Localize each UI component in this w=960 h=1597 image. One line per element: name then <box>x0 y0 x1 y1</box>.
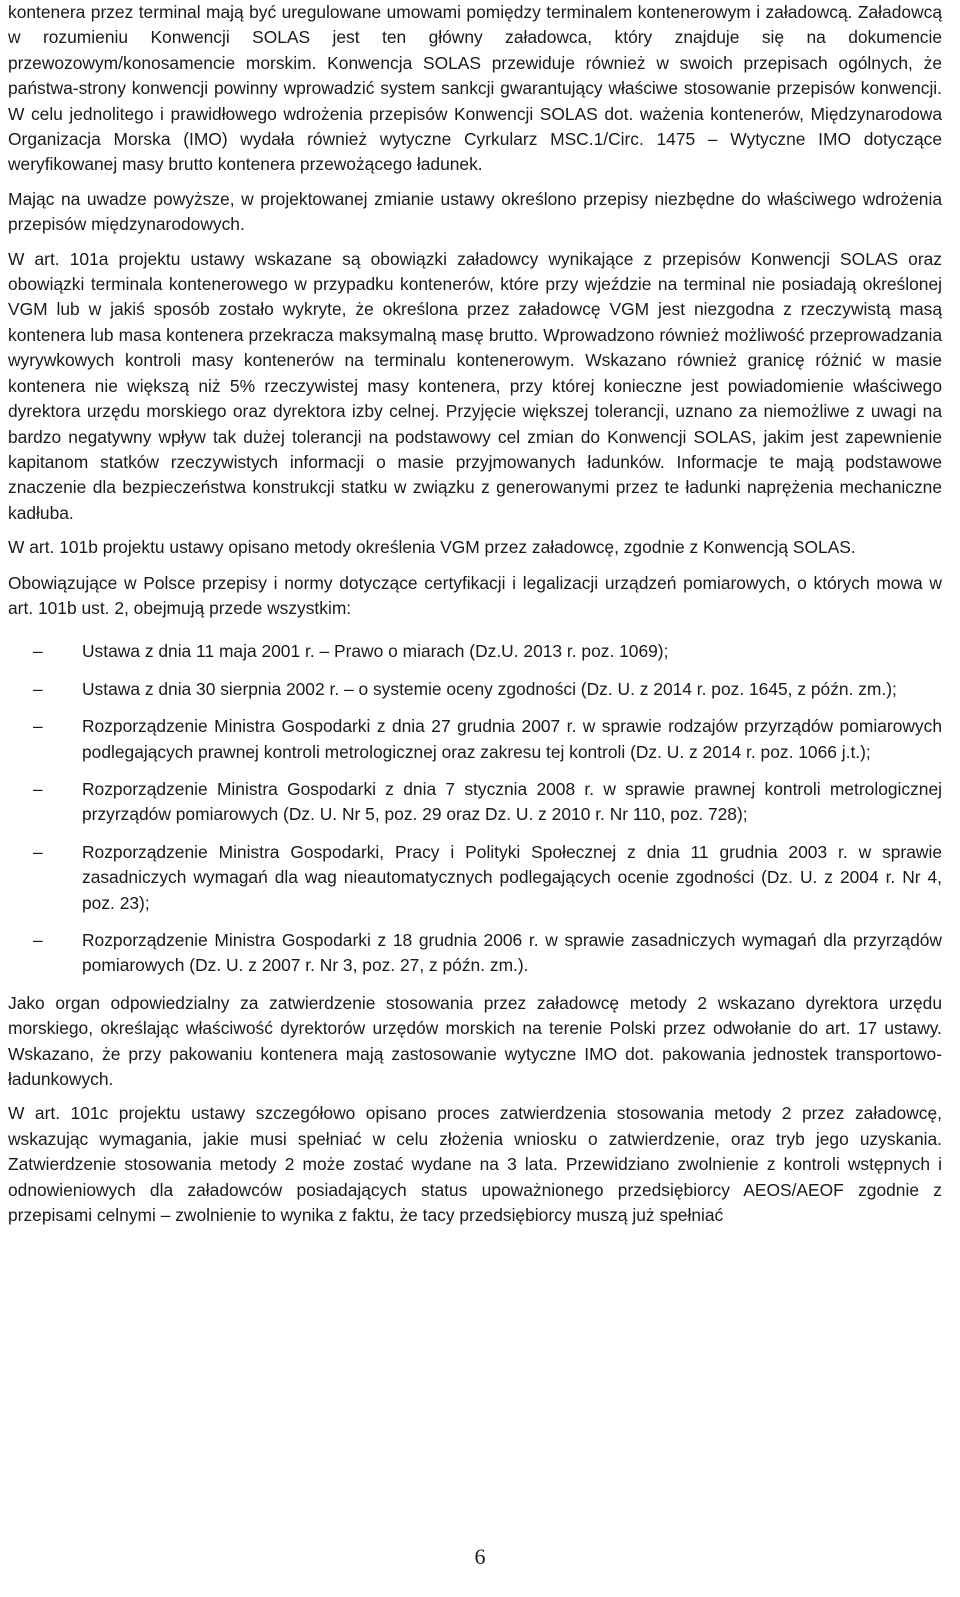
regulations-list <box>8 639 942 978</box>
list-item-text: Rozporządzenie Ministra Gospodarki z 18 grudnia 2006 r. w sprawie zasadniczych wymagań dla przyrządów pomiarowych (Dz. U. z 2007 r. Nr 3, poz. 27, z późn. zm.). <box>82 930 942 976</box>
paragraph-summary: Mając na uwadze powyższe, w projektowanej zmianie ustawy określono przepisy niezbędne do właściwego wdrożenia przepisów międzynarodowych. <box>8 188 942 235</box>
list-item <box>8 677 942 702</box>
list-item <box>8 714 942 765</box>
paragraph-art-101b: W art. 101b projektu ustawy opisano metody określenia VGM przez załadowcę, zgodnie z Konwencją SOLAS. <box>8 537 856 558</box>
list-item <box>8 840 942 916</box>
list-item-text: Ustawa z dnia 11 maja 2001 r. – Prawo o miarach (Dz.U. 2013 r. poz. 1069); <box>82 641 669 662</box>
list-item-text: Rozporządzenie Ministra Gospodarki z dnia 7 stycznia 2008 r. w sprawie prawnej kontroli metrologicznej przyrządów pomiarowych (Dz. U. Nr 5, poz. 29 oraz Dz. U. z 2010 r. Nr 110, poz. 728); <box>82 778 942 825</box>
dash-bullet: – <box>33 930 43 950</box>
list-item <box>8 928 942 979</box>
dash-bullet: – <box>33 678 43 699</box>
dash-bullet: – <box>33 778 43 799</box>
page-number: 6 <box>474 1544 486 1569</box>
dash-bullet: – <box>33 841 43 862</box>
list-item <box>8 639 942 664</box>
paragraph-solas-intro: kontenera przez terminal mają być uregulowane umowami pomiędzy terminalem kontenerowym i załadowcą. Załadowcą w rozumieniu Konwencji SOLAS jest ten główny załadowca, który znajduje się na dokumencie przewozowym/konosamencie morskim. Konwencja SOLAS przewiduje również w swoich przepisach ogólnych, że państwa-strony konwencji powinny wprowadzić system sankcji gwarantujący właściwe stosowanie przepisów konwencji. W celu jednolitego i prawidłowego wdrożenia przepisów Konwencji SOLAS dot. ważenia kontenerów, Międzynarodowa Organizacja Morska (IMO) wydała również wytyczne Cyrkularz MSC.1/Circ. 1475 – Wytyczne IMO dotyczące weryfikowanej masy brutto kontenera przewożącego ładunek. <box>8 2 942 175</box>
list-item-text: Ustawa z dnia 30 sierpnia 2002 r. – o systemie oceny zgodności (Dz. U. z 2014 r. poz. 1645, z późn. zm.); <box>82 678 897 699</box>
dash-bullet: – <box>33 641 43 662</box>
paragraph-art-101c: W art. 101c projektu ustawy szczegółowo opisano proces zatwierdzenia stosowania metody 2 przez załadowcę, wskazując wymagania, jakie musi spełniać w celu złożenia wniosku o zatwierdzenie, oraz tryb jego uzyskania. Zatwierdzenie stosowania metody 2 może zostać wydane na 3 lata. Przewidziano zwolnienie z kontroli wstępnych i odnowieniowych dla załadowców posiadających status upoważnionego przedsiębiorcy AEOS/AEOF zgodnie z przepisami celnymi – zwolnienie to wynika z faktu, że tacy przedsiębiorcy muszą już spełniać <box>8 1103 942 1226</box>
dash-bullet: – <box>33 716 43 737</box>
paragraph-regulations-intro: Obowiązujące w Polsce przepisy i normy dotyczące certyfikacji i legalizacji urządzeń pomiarowych, o których mowa w art. 101b ust. 2, obejmują przede wszystkim: <box>8 572 942 618</box>
list-item-text: Rozporządzenie Ministra Gospodarki z dnia 27 grudnia 2007 r. w sprawie rodzajów przyrządów pomiarowych podlegających prawnej kontroli metrologicznej oraz zakresu tej kontroli (Dz. U. z 2014 r. poz. 1066 j.t.); <box>82 716 942 762</box>
list-item <box>8 777 942 828</box>
list-item-text: Rozporządzenie Ministra Gospodarki, Pracy i Polityki Społecznej z dnia 11 grudnia 2003 r. w sprawie zasadniczych wymagań dla wag nieautomatycznych podlegających ocenie zgodności (Dz. U. z 2004 r. Nr 4, poz. 23); <box>82 841 942 913</box>
paragraph-approval-authority: Jako organ odpowiedzialny za zatwierdzenie stosowania przez załadowcę metody 2 wskazano dyrektora urzędu morskiego, określając właściwość dyrektorów urzędów morskich na terenie Polski przez odwołanie do art. 17 ustawy. Wskazano, że przy pakowaniu kontenera mają zastosowanie wytyczne IMO dot. pakowania jednostek transportowo-ładunkowych. <box>8 992 942 1090</box>
paragraph-art-101a: W art. 101a projektu ustawy wskazane są obowiązki załadowcy wynikające z przepisów Konwencji SOLAS oraz obowiązki terminala kontenerowego w przypadku kontenerów, które przy wjeździe na terminal nie posiadają określonej VGM lub w jakiś sposób zostało wykryte, że określona przez załadowcę VGM jest niezgodna z rzeczywistą masą kontenera lub masa kontenera przekracza maksymalną masę brutto. Wprowadzono również możliwość przeprowadzania wyrywkowych kontroli masy kontenerów na terminalu kontenerowym. Wskazano również granicę różnić w masie kontenera nie większą niż 5% rzeczywistej masy kontenera, przy której konieczne jest powiadomienie właściwego dyrektora urzędu morskiego oraz dyrektora izby celnej. Przyjęcie większej tolerancji, uznano za niemożliwe z uwagi na bardzo negatywny wpływ tak dużej tolerancji na podstawowy cel zmian do Konwencji SOLAS, jakim jest zapewnienie kapitanom statków rzeczywistych informacji o masie przyjmowanych ładunków. Informacje te mają podstawowe znaczenie dla bezpieczeństwa konstrukcji statku w związku z generowanymi przez te ładunki naprężenia mechaniczne kadłuba. <box>8 248 942 523</box>
